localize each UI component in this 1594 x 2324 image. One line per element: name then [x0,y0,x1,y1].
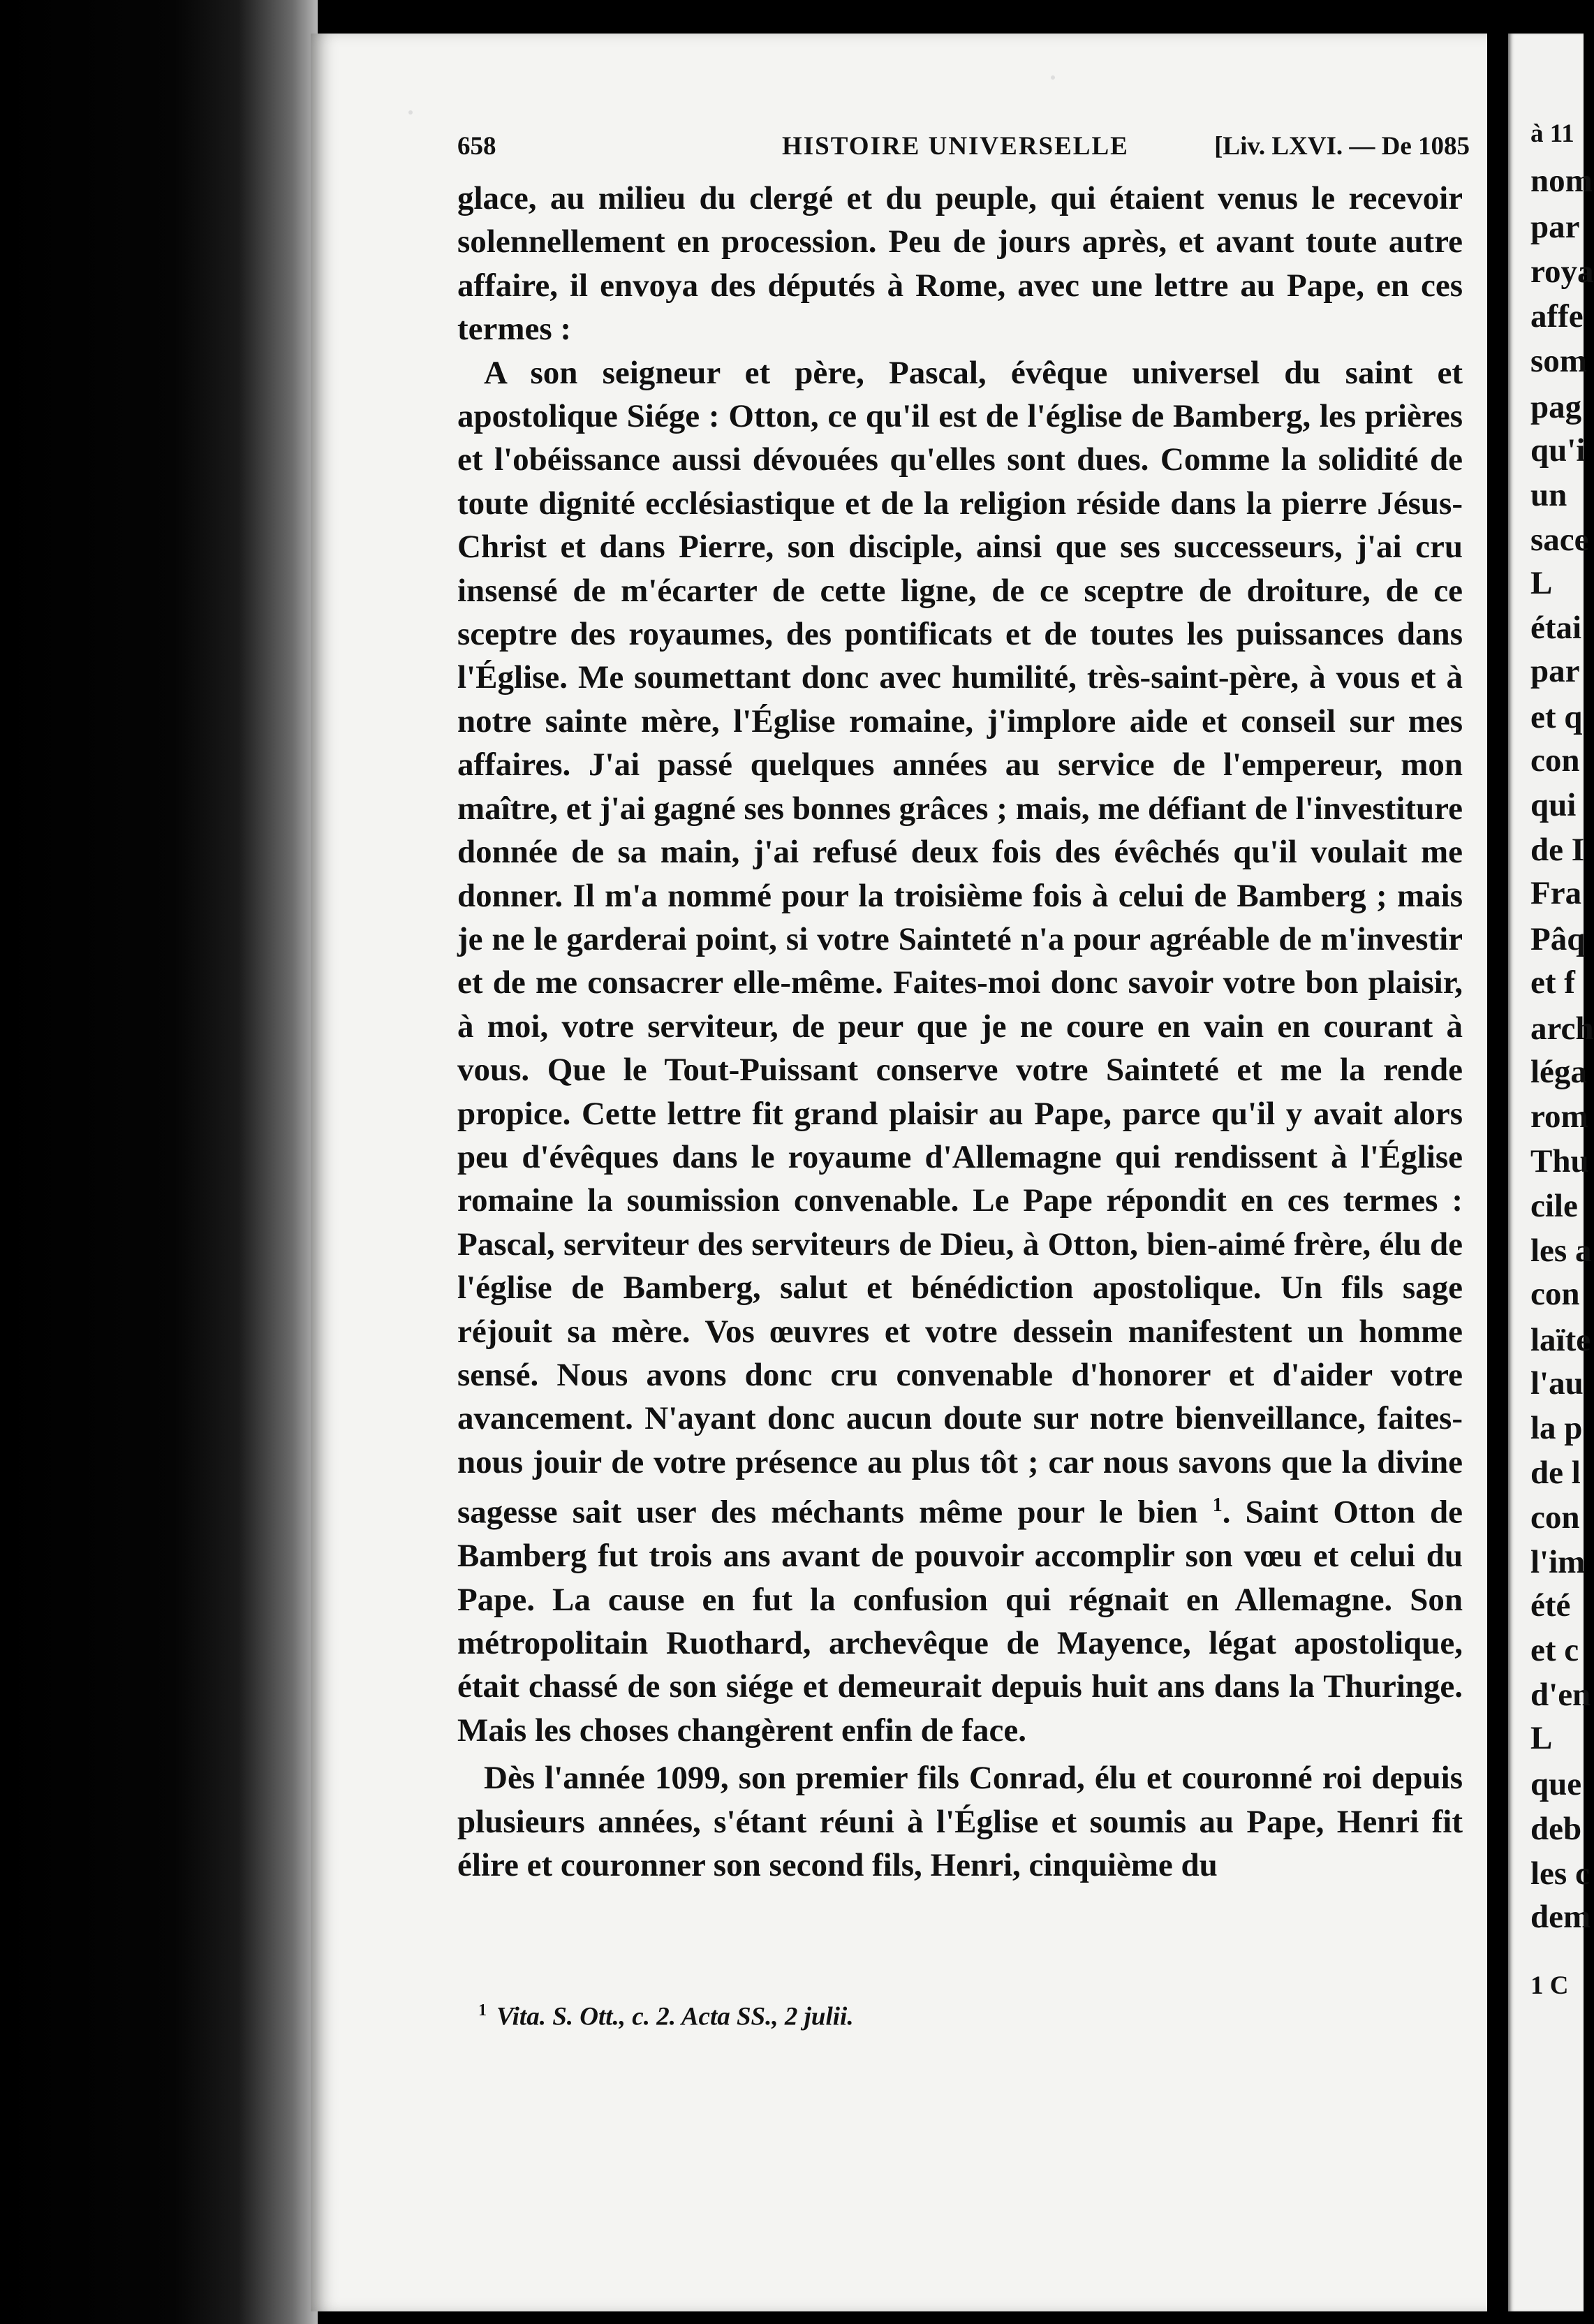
paragraph: Dès l'année 1099, son premier fils Conrad, élu et couronné roi depuis plusieurs années, s'étant réuni à l'Église et soumis au Pape, Henri fit élire et couronner son second fils, Henri, cinquième du [457,1760,1463,1884]
facing-page-fragment: été [1530,1587,1571,1624]
facing-page-fragment: léga [1530,1054,1587,1090]
facing-page-fragment: d'en [1530,1677,1591,1713]
facing-page-fragment: à 11 [1530,119,1574,148]
facing-page-fragment: roya [1530,253,1594,290]
facing-page-fragment: Fra [1530,875,1582,911]
facing-page-fragment: deb [1530,1811,1582,1847]
facing-page-fragment: sace [1530,522,1589,558]
footnote-marker: 1 [478,2001,487,2020]
facing-page-fragment: un [1530,477,1567,513]
paper-speck [408,110,413,115]
facing-page-fragment: rom [1530,1098,1588,1135]
facing-page-fragment: Thu [1530,1143,1589,1179]
facing-page-fragment: la p [1530,1410,1583,1446]
facing-page-fragment: que [1530,1766,1582,1802]
facing-page-fragment: qu'i [1530,432,1586,469]
facing-page-fragment: de I [1530,832,1585,868]
facing-page-fragment: étai [1530,610,1582,646]
facing-page-fragment: nom [1530,163,1593,199]
running-header [457,131,1470,173]
facing-page-fragment: affe [1530,298,1584,334]
facing-page-fragment: som [1530,343,1587,379]
footnote-text: Vita. S. Ott., c. 2. Acta SS., 2 julii. [496,2002,854,2031]
facing-page-fragment: l'im [1530,1544,1586,1580]
paragraph-letter: A son seigneur et père, Pascal, évêque universel du saint et apostolique Siége : Otton, ce qu'il est de l'église de Bamberg, les prières et l'obéissance aussi dévouées qu'elles sont dues. Comme la solidité de toute dignité ecclésiastique et de la religion réside dans la pierre Jésus-Christ et dans Pierre, son disciple, ainsi que ses successeurs, j'ai cru insensé de m'écarter de cette ligne, de ce sceptre de droiture, de ce sceptre des royaumes, des pontificats et de toutes les puissances dans l'Église. Me soumettant donc avec humilité, très-saint-père, à vous et à notre sainte mère, l'Église romaine, j'implore aide et conseil sur mes affaires. J'ai passé quelques années au service de l'empereur, mon maître, et j'ai gagné ses bonnes grâces ; mais, me défiant de l'investiture donnée de sa main, j'ai refusé deux fois des évêchés qu'il voulait me donner. Il m'a nommé pour la troisième fois à celui de Bamberg ; mais je ne le garderai point, si votre Sainteté n'a pour agréable de m'investir et de me consacrer elle-même. Faites-moi donc savoir votre bon plaisir, à moi, votre serviteur, de peur que je ne coure en vain en courant à vous. Que le Tout-Puissant conserve votre Sainteté et me la rende propice. Cette lettre fit grand plaisir au Pape, parce qu'il y avait alors peu d'évêques dans le royaume d'Allemagne qui rendissent à l'Église romaine la soumission convenable. Le Pape répondit en ces termes : Pascal, serviteur des serviteurs de Dieu, à Otton, bien-aimé frère, élu de l'église de Bamberg, salut et bénédiction apostolique. Un fils sage réjouit sa mère. Vos œuvres et votre dessein manifestent un homme sensé. Nous avons donc cru convenable d'honorer et d'aider votre avancement. N'ayant donc aucun doute sur notre bienveillance, faites-nous jouir de votre présence au plus tôt ; car nous savons que la divine sagesse sait user des méchants même pour le bien $^1$. Saint Otton de Bamberg fut trois ans avant de pouvoir accomplir son vœu et celui du Pape. La cause en fut la confusion qui régnait en Allemagne. Son métropolitain Ruothard, archevêque de Mayence, légat apostolique, était chassé de son siége et demeurait depuis huit ans dans la Thuringe. Mais les choses changèrent enfin de face. [457,354,1463,1749]
facing-page-fragment: qui [1530,787,1577,823]
paragraph-continuation: Saint Otton de Bamberg fut trois ans avant de pouvoir accomplir son vœu et celui du Pape. La cause en fut la confusion qui régnait en Allemagne. Son métropolitain Ruothard, archevêque de Mayence, légat apostolique, était chassé de son siége et demeurait depuis huit ans dans la Thuringe. Mais les choses changèrent enfin de face. [457,1494,1463,1749]
book-page [311,34,1487,2311]
footnote-reference: 1 [1212,1494,1223,1517]
paper-speck [1051,75,1055,80]
facing-page-fragment: laïte [1530,1322,1591,1358]
page-number: 658 [457,132,496,161]
book-range: [Liv. LXVI. — De 1085 [1214,132,1470,161]
facing-page-fragment: l'au [1530,1365,1584,1402]
facing-page-fragment: con [1530,1276,1580,1312]
facing-page-fragment: arch [1530,1010,1594,1047]
facing-page-fragment: et c [1530,1632,1579,1668]
facing-page-fragment: par [1530,653,1580,689]
paragraph-letter-text: A son seigneur et père, Pascal, évêque universel du saint et apostolique Siége : Otton, ce qu'il est de l'église de Bamberg, les prières et l'obéissance aussi dévouées qu'elles sont dues. Comme la solidité de toute dignité ecclésiastique et de la religion réside dans la pierre Jésus-Christ et dans Pierre, son disciple, ainsi que ses successeurs, j'ai cru insensé de m'écarter de cette ligne, de ce sceptre de droiture, de ce sceptre des royaumes, des pontificats et de toutes les puissances dans l'Église. Me soumettant donc avec humilité, très-saint-père, à vous et à notre sainte mère, l'Église romaine, j'implore aide et conseil sur mes affaires. J'ai passé quelques années au service de l'empereur, mon maître, et j'ai gagné ses bonnes grâces ; mais, me défiant de l'investiture donnée de sa main, j'ai refusé deux fois des évêchés qu'il voulait me donner. Il m'a nommé pour la troisième fois à celui de Bamberg ; mais je ne le garderai point, si votre Sainteté n'a pour agréable de m'investir et de me consacrer elle-même. Faites-moi donc savoir votre bon plaisir, à moi, votre serviteur, de peur que je ne coure en vain en courant à vous. Que le Tout-Puissant conserve votre Sainteté et me la rende propice. Cette lettre fit grand plaisir au Pape, parce qu'il y avait alors peu d'évêques dans le royaume d'Allemagne qui rendissent à l'Église romaine la soumission convenable. Le Pape répondit en ces termes : Pascal, serviteur des serviteurs de Dieu, à Otton, bien-aimé frère, élu de l'église de Bamberg, salut et bénédiction apostolique. Un fils sage réjouit sa mère. Vos œuvres et votre dessein manifestent un homme sensé. Nous avons donc cru convenable d'honorer et d'aider votre avancement. N'ayant donc aucun doute sur notre bienveillance, faites-nous jouir de votre présence au plus tôt ; car nous savons que la divine sagesse sait user des méchants même pour le bien [457,354,1463,1531]
facing-page-fragment: Pâq [1530,921,1586,957]
facing-page-fragment: pag [1530,389,1582,425]
paragraph: glace, au milieu du clergé et du peuple, qui étaient venus le recevoir solennellement en procession. Peu de jours après, et avant toute autre affaire, il envoya des députés à Rome, avec une lettre au Pape, en ces termes : [457,180,1463,348]
main-text [457,177,1463,1888]
running-title: HISTOIRE UNIVERSELLE [782,132,1129,161]
facing-page-fragment: et f [1530,964,1575,1001]
facing-page-fragment: dem [1530,1899,1591,1935]
facing-page-fragment: cile [1530,1188,1578,1224]
facing-page-edge [1508,34,1594,2311]
facing-page-fragment: L [1530,565,1553,601]
facing-page-fragment: par [1530,209,1580,245]
footnote [478,2001,1456,2031]
book-gutter-left [0,0,318,2324]
facing-page-fragment: con [1530,1499,1580,1536]
facing-page-fragment: con [1530,742,1580,779]
facing-page-fragment: et q [1530,699,1583,735]
facing-page-fragment: de l [1530,1455,1581,1491]
facing-page-fragment: les c [1530,1855,1590,1892]
facing-page-fragment: 1 C [1530,1971,1569,2000]
facing-page-fragment: les a [1530,1233,1592,1269]
facing-page-fragment: L [1530,1720,1553,1756]
